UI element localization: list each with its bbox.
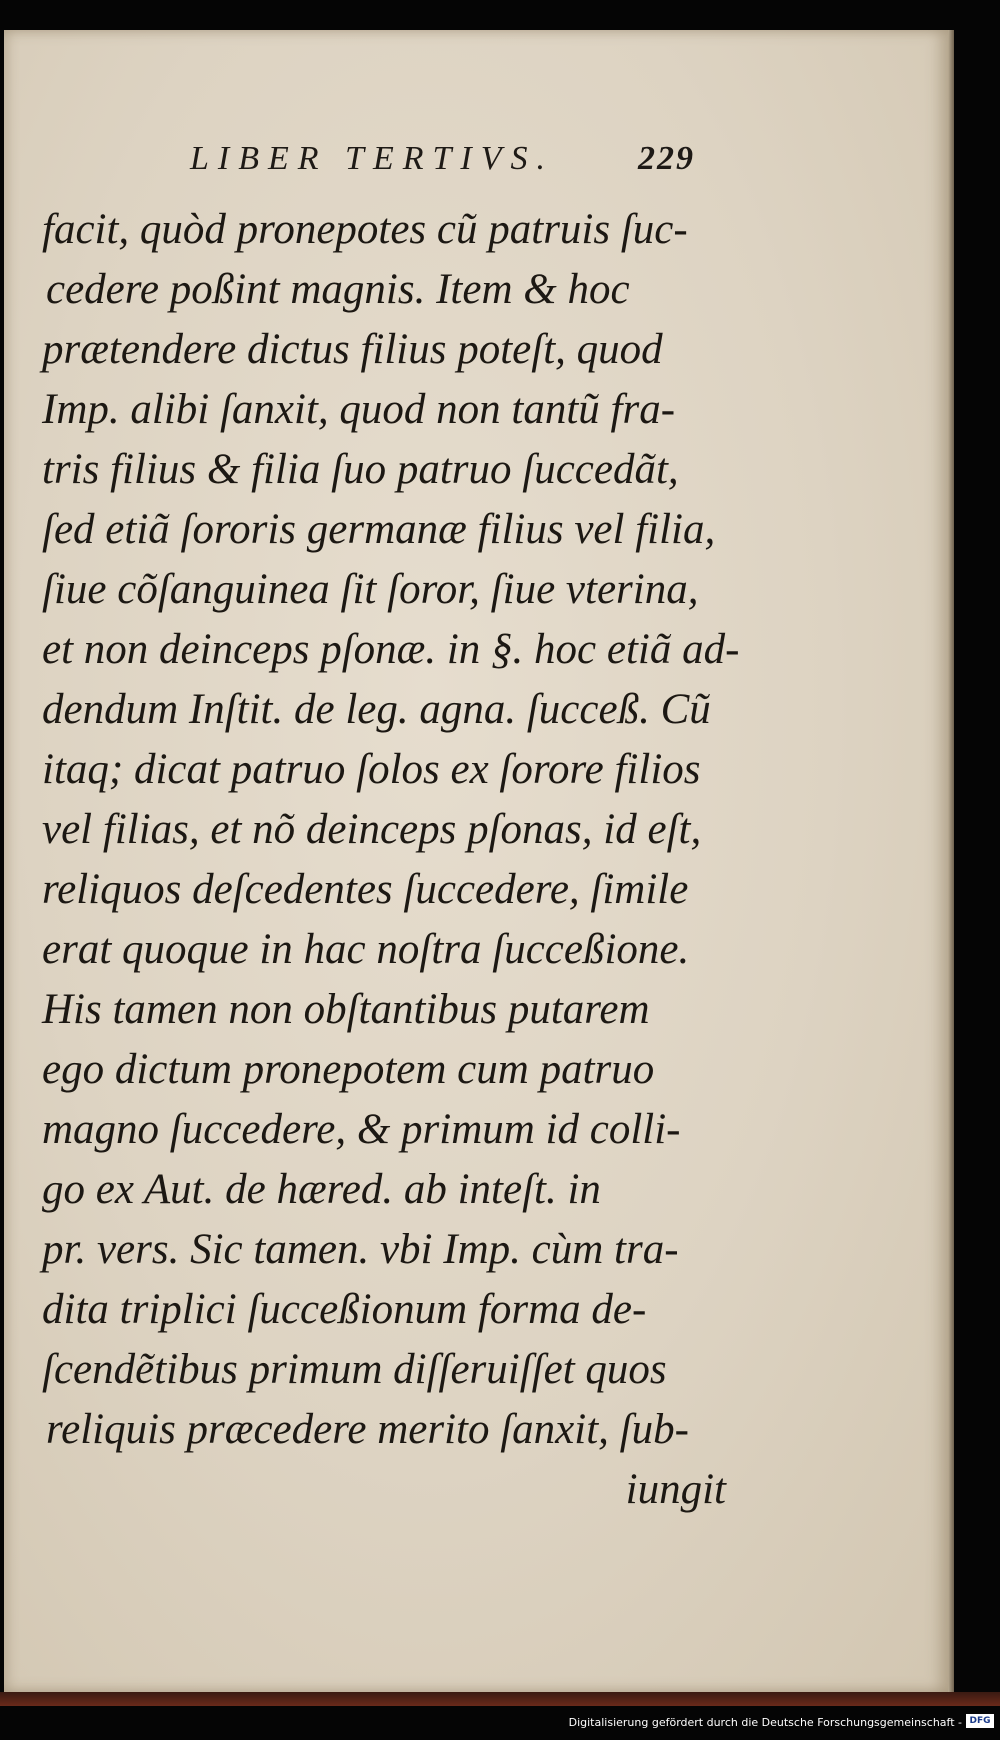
page-edge [948, 30, 954, 1692]
text-line: ſcendẽtibus primum diſſeruiſſet quos [42, 1346, 667, 1393]
text-line: reliquos deſcedentes ſuccedere, ſimile [42, 866, 689, 913]
text-line: Imp. alibi ſanxit, quod non tantũ fra- [42, 386, 676, 433]
text-line: erat quoque in hac noſtra ſucceßione. [42, 926, 690, 973]
dfg-logo: DFG [966, 1714, 994, 1728]
text-line: dendum Inſtit. de leg. agna. ſucceß. Cũ [42, 686, 711, 733]
text-line: facit, quòd pronepotes cũ patruis ſuc- [42, 206, 688, 253]
text-line: His tamen non obſtantibus putarem [42, 986, 650, 1033]
text-line: pr. vers. Sic tamen. vbi Imp. cùm tra- [42, 1226, 679, 1273]
text-line: ſiue cõſanguinea ſit ſoror, ſiue vterina, [42, 566, 699, 613]
running-head: LIBER TERTIVS. [190, 140, 554, 177]
catchword: iungit [625, 1466, 726, 1513]
text-line: reliquis præcedere merito ſanxit, ſub- [46, 1406, 689, 1453]
text-line: itaq; dicat patruo ſolos ex ſorore filios [42, 746, 701, 793]
text-line: prætendere dictus filius poteſt, quod [42, 326, 663, 373]
text-line: magno ſuccedere, & primum id colli- [42, 1106, 681, 1153]
text-line: vel filias, et nõ deinceps pſonas, id eſt, [42, 806, 702, 853]
digitization-credit: Digitalisierung gefördert durch die Deutsche Forschungsgemeinschaft - [568, 1716, 962, 1729]
text-line: tris filius & filia ſuo patruo ſuccedãt, [42, 446, 679, 493]
text-line: go ex Aut. de hæred. ab inteſt. in [42, 1166, 601, 1213]
text-line: et non deinceps pſonæ. in §. hoc etiã ad- [42, 626, 740, 673]
text-line: cedere poßint magnis. Item & hoc [46, 266, 630, 313]
text-line: ego dictum pronepotem cum patruo [42, 1046, 655, 1093]
text-line: dita triplici ſucceßionum forma de- [42, 1286, 647, 1333]
page-number: 229 [638, 140, 695, 177]
text-line: ſed etiã ſororis germanæ filius vel filia, [42, 506, 716, 553]
binding-edge [0, 1692, 1000, 1706]
text-block [42, 200, 740, 1520]
